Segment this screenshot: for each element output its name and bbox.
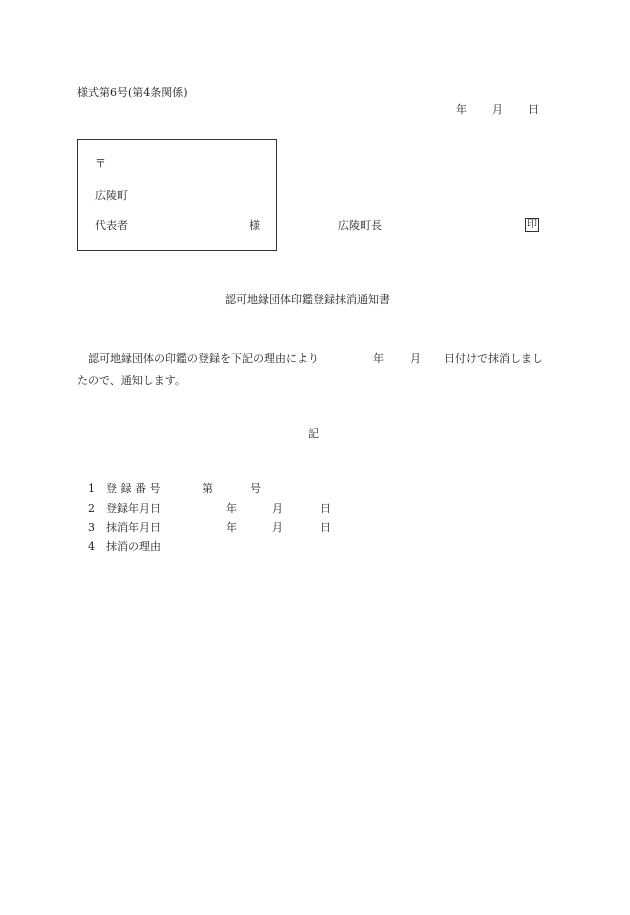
item-3-label: 抹消年月日 (106, 521, 161, 534)
item-2-number: 2 (88, 502, 95, 515)
item-2-year: 年 (226, 502, 237, 515)
body-line1-prefix: 認可地縁団体の印鑑の登録を下記の理由により (88, 352, 319, 365)
recipient-representative-label: 代表者 (95, 219, 128, 232)
seal-mark: 印 (527, 219, 537, 230)
item-3-month: 月 (272, 521, 283, 534)
item-3-day: 日 (320, 521, 331, 534)
item-4-label: 抹消の理由 (106, 540, 161, 553)
ki-heading: 記 (308, 427, 319, 440)
form-number: 様式第6号(第4条関係) (77, 86, 188, 99)
sender-title: 広陵町長 (338, 219, 382, 232)
recipient-honorific: 様 (249, 219, 260, 232)
recipient-town: 広陵町 (95, 189, 128, 202)
item-2-label: 登録年月日 (106, 502, 161, 515)
item-1-label: 登 録 番 号 (106, 482, 161, 495)
item-3-number: 3 (88, 521, 95, 534)
body-line2: たので、通知します。 (77, 374, 186, 387)
item-1-value-suffix: 号 (250, 482, 261, 495)
header-date-month: 月 (492, 103, 503, 116)
postal-mark: 〒 (95, 157, 106, 170)
body-month: 月 (410, 352, 421, 365)
header-date-year: 年 (456, 103, 467, 116)
item-1-value-prefix: 第 (202, 482, 213, 495)
item-1-number: 1 (88, 482, 95, 495)
item-3-year: 年 (226, 521, 237, 534)
item-4-number: 4 (88, 540, 95, 553)
item-2-month: 月 (272, 502, 283, 515)
item-2-day: 日 (320, 502, 331, 515)
header-date-day: 日 (528, 103, 539, 116)
body-year: 年 (373, 352, 384, 365)
body-line1-suffix: 日付けで抹消しまし (444, 352, 543, 365)
document-title: 認可地縁団体印鑑登録抹消通知書 (225, 293, 390, 306)
